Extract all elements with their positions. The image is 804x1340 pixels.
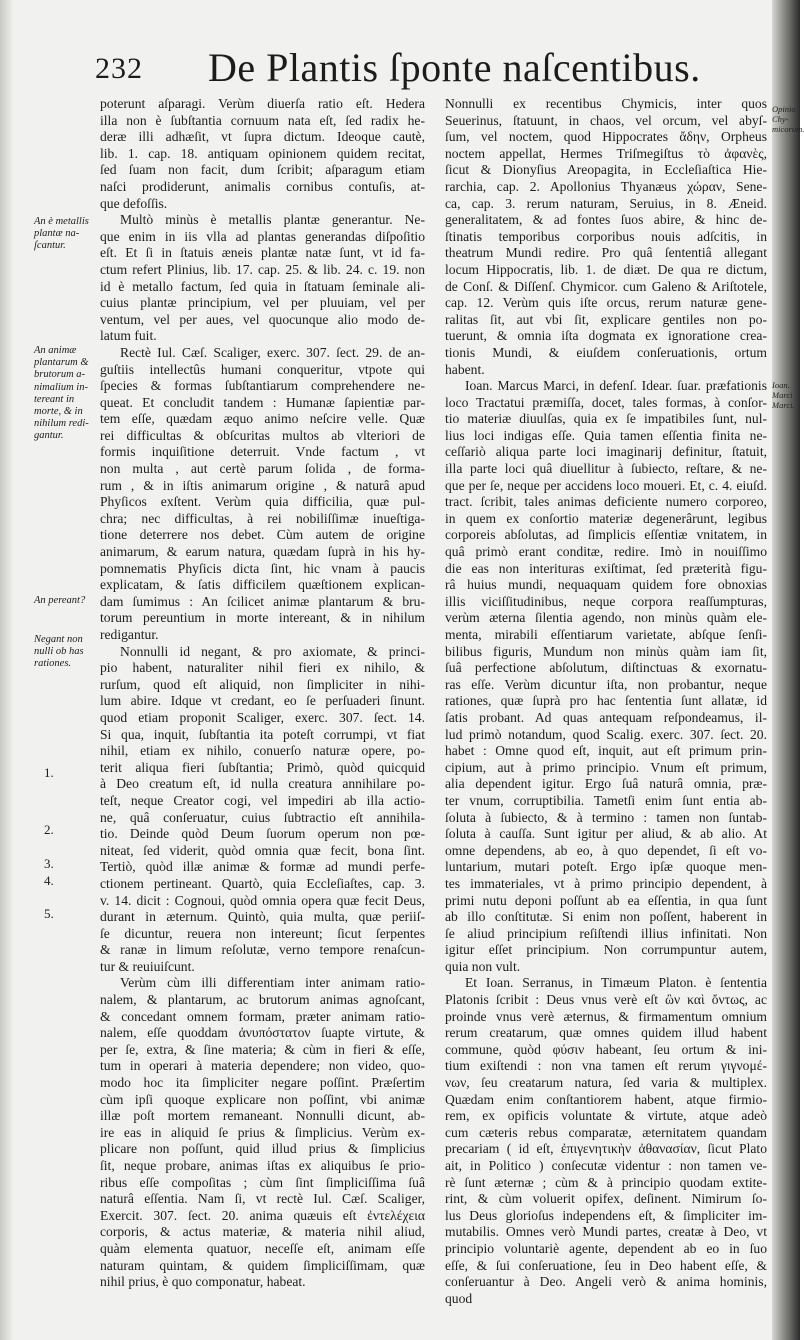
text-line: Et Ioan. Serranus, in Timæum Platon. è ſententia bbox=[465, 975, 767, 991]
text-line: nalem, & plantarum, ac brutorum animas agnoſcant, bbox=[100, 992, 425, 1008]
text-line: ras eſſe. Verùm dicuntur iſta, non probantur, neque bbox=[445, 676, 767, 692]
text-line: generalitatem, & ad fontes ſuos abire, & hinc de- bbox=[445, 212, 767, 228]
text-line: ire eas in aliquid ſe prius & ſimplicius. Verùm ex- bbox=[100, 1124, 425, 1140]
text-line: verùm æterna ſilentia agendo, non minùs quàm ele- bbox=[445, 610, 767, 626]
text-line: tione deterrere nos debet. Cùm autem de origine bbox=[100, 527, 425, 543]
margin-number: 1. bbox=[44, 765, 54, 780]
text-line: rint, & cùm voluerit opifex, deſinent. Nimirum ſo- bbox=[445, 1191, 767, 1207]
text-line: ſoluta à cauſſa. Sunt igitur per aliud, & ab alio. At bbox=[445, 826, 767, 842]
margin-number: 2. bbox=[44, 822, 54, 837]
text-line: ait, in Politico ) conſecutæ videntur : non tamen ve- bbox=[445, 1158, 767, 1173]
text-line: niteat, ſed viderit, quòd omnia quæ fecit, bona ſint. bbox=[100, 842, 425, 858]
text-line: nihil prius, è quo componatur, habeat. bbox=[100, 1274, 306, 1290]
text-line: νων, ſeu creatarum natura, ſed varia & multiplex. bbox=[445, 1075, 767, 1091]
text-line: mutabilis. Omnes verò Mundi partes, creatæ à Deo, vt bbox=[445, 1224, 767, 1240]
text-line: rurſum, quod eſt aliquid, non ſimpliciter in nihi- bbox=[100, 676, 425, 692]
margin-note: An pereant? bbox=[34, 595, 86, 606]
text-line: commune, quòd φύσιν habeant, ſeu ortum & ini- bbox=[445, 1041, 767, 1057]
text-line: Si qua, inquit, ſubſtantia ita poteſt corrumpi, vt fiat bbox=[100, 726, 425, 742]
text-line: ne, quâ conſeruatur, cuius ſubtractio eſt annihila- bbox=[100, 809, 425, 825]
text-line: corporis, & actus materiæ, & materia nihil aliud, bbox=[100, 1224, 425, 1240]
text-line: quod bbox=[445, 1290, 473, 1306]
margin-number: 4. bbox=[44, 873, 54, 888]
text-line: luntarium, mutari poteſt. Ergo ipſæ quoque men- bbox=[445, 859, 767, 875]
text-line: rationes, quæ ſuprà pro hac ſententia ſunt allatæ, id bbox=[445, 693, 767, 709]
text-line: tes immateriales, vt à primo principio dependent, à bbox=[445, 875, 767, 891]
text-line: illa parte loci quâ diuellitur à ſubiecto, reſtare, & ne- bbox=[445, 461, 767, 477]
text-line: Seuerinus, ſtatuunt, in chaos, vel orcum, vel abyſ- bbox=[445, 112, 767, 128]
text-line: deræ illi adhæſit, vt ſupra dictum. Ideoque cautè, bbox=[100, 129, 425, 145]
text-line: precariam ( id eſt, ἐπιγενητικὴν ἀθανασίαν, ſicut Plato bbox=[445, 1141, 767, 1157]
text-line: teſt, neque Creator cogi, vel impediri ab illa actio- bbox=[100, 792, 425, 808]
margin-number: 3. bbox=[44, 856, 54, 871]
text-line: pomnematis Phyſicis dicta ſint, hic vnam à paucis bbox=[100, 560, 425, 576]
text-line: durant in æternum. Quintò, quia multa, quæ periiſ- bbox=[100, 909, 425, 925]
text-line: ceſſariò aliqua parte loci imaginarij definitur, ſtatuit, bbox=[445, 444, 767, 460]
text-line: eſt. Et ſi in ſtatuis æneis plantæ natæ ſunt, vt id fa- bbox=[100, 245, 425, 261]
text-line: ab illo conſtitutæ. Si enim non poſſent, haberent in bbox=[445, 909, 767, 925]
text-line: menta, mirabili eſſentiarum varietate, abſque ſenſi- bbox=[445, 627, 767, 642]
text-line: dam ſumimus : An ſcilicet animæ plantarum & bru- bbox=[100, 593, 425, 609]
text-line: Rectè Iul. Cæſ. Scaliger, exerc. 307. ſect. 29. de an- bbox=[120, 344, 425, 360]
text-line: illa non è ſubſtantia cornuum nata eſt, ſed radix he- bbox=[100, 112, 425, 128]
right-text-column bbox=[445, 96, 767, 1311]
text-line: Multò minùs è metallis plantæ generantur. Ne- bbox=[120, 212, 425, 228]
text-line: guſtiis intellectûs humani conqueritur, vtpote qui bbox=[100, 361, 425, 377]
text-line: Exercit. 307. ſect. 20. anima quæuis eſt ἐντελέχεια bbox=[100, 1207, 425, 1223]
text-line: Verùm cùm illi differentiam inter animam ratio- bbox=[120, 975, 425, 991]
text-line: habet : Omne quod eſt, inquit, aut eſt primum prin- bbox=[445, 743, 767, 759]
text-line: locum Hippocratis, lib. 1. de diæt. De qua re dictum, bbox=[445, 261, 767, 277]
edge-margin-note: Opinio Chy- micorum. bbox=[772, 104, 804, 134]
text-line: & concedant omnem formam, præter animam ratio- bbox=[100, 1008, 425, 1024]
text-line: quia non vult. bbox=[445, 958, 521, 974]
text-line: terit aliqua fieri ſubſtantia; Primò, quòd quicquid bbox=[100, 759, 425, 775]
text-line: theatrum Mundi redire. Pro quâ ſententiâ allegant bbox=[445, 245, 767, 261]
text-line: tium exiſtendi : non vna tamen eſt rerum γιγνομέ- bbox=[445, 1058, 767, 1074]
text-line: loco Tractatui præmiſſa, docet, tales formas, à conſor- bbox=[445, 394, 767, 410]
text-line: ſicut & Dionyſius Areopagita, in Eccleſiaſtica Hie- bbox=[445, 162, 767, 178]
text-line: proinde vnus verè æternus, & firmamentum omnium bbox=[445, 1008, 767, 1024]
text-line: in quem ex conſortio materiæ degenerârunt, legibus bbox=[445, 510, 767, 526]
text-line: tuerunt, & omnia iſta dogmata ex ignoratione crea- bbox=[445, 328, 767, 344]
text-line: primi nutu deponi poſſunt ab ea eſſentia, in qua ſunt bbox=[445, 892, 767, 908]
text-line: rei difficultas & obſcuritas multos ab vlteriori de bbox=[100, 427, 425, 443]
text-line: omne dependens, ab eo, à quo dependet, ſi eſt vo- bbox=[445, 842, 767, 858]
text-line: nalem, eſſe quoddam ἀνυπόστατον ſuapte virtute, & bbox=[100, 1025, 425, 1041]
margin-note: An animæ plantarum & brutorum a- nimalium in- tereant in morte, & in nihilum redi- gantur. bbox=[34, 345, 89, 442]
text-line: ſed ſuam non facit, dum ſcribit; aſparagum etiam bbox=[100, 162, 425, 178]
text-line: rarchia, cap. 2. Apollonius Thyanæus χώραν, Sene- bbox=[445, 178, 767, 194]
text-line: animarum, & earum natura, quædam ſuprà in his hy- bbox=[100, 544, 425, 560]
text-line: noctem appellat, Hermes Triſmegiſtus τὸ ἀφανὲς, bbox=[445, 145, 767, 161]
edge-margin-note: Ioan. Marci Marci. bbox=[772, 380, 795, 410]
text-line: rerum creatarum, quæ omnes quidem illud habent bbox=[445, 1025, 767, 1041]
text-line: naſci prodiderunt, animalis cornibus contuſis, at- bbox=[100, 178, 425, 194]
text-line: quàm elementa quatuor, neceſſe eſt, animam eſſe bbox=[100, 1240, 425, 1256]
text-line: ſoluta à ſubiecto, & à termino : tamen non ſuntab- bbox=[445, 809, 767, 825]
text-line: tum in operari à materia dependere; non video, quo- bbox=[100, 1058, 425, 1074]
text-line: & ranæ in limum reſolutæ, verno tempore renaſcun- bbox=[100, 942, 425, 958]
text-line: tionis Mundi, & eiuſdem conſeruationis, ortum bbox=[445, 344, 767, 360]
text-line: illis viciſſitudinibus, neque corpora reaſſumpturas, bbox=[445, 593, 767, 609]
text-line: quod etiam proponit Scaliger, exerc. 307. ſect. 14. bbox=[100, 709, 425, 725]
text-line: poterunt aſparagi. Verùm diuerſa ratio eſt. Hedera bbox=[100, 96, 425, 111]
text-line: lus Deus glorioſus independens eſt, & ſimpliciter im- bbox=[445, 1207, 767, 1223]
margin-number: 5. bbox=[44, 906, 54, 921]
margin-note: An è metallis plantæ na- ſcantur. bbox=[34, 216, 89, 252]
text-line: rem, ex opificis voluntate & virtute, atque adeò bbox=[445, 1108, 767, 1124]
text-line: tio. Deinde quòd Deum ſuorum operum non pœ- bbox=[100, 826, 425, 842]
text-line: Platonis ſcribit : Deus vnus verè eſt ὢν καὶ ὄντως, ac bbox=[445, 992, 767, 1008]
text-line: ctum refert Plinius, lib. 17. cap. 25. & lib. 24. c. 19. non bbox=[100, 261, 425, 277]
text-line: Nonnulli ex recentibus Chymicis, inter quos bbox=[445, 96, 767, 111]
text-line: queat. Et concludit tandem : Humanæ ſapientiæ par- bbox=[100, 394, 425, 410]
text-line: naturam quintam, & quidem ſimpliciſſimam, quæ bbox=[100, 1257, 425, 1273]
text-line: per ſe, extra, & ſine materia; & cùm in fieri & eſſe, bbox=[100, 1041, 425, 1057]
text-line: explicatam, & ſatis difficilem quæſtionem explican- bbox=[100, 577, 425, 593]
text-line: ca, cap. 3. rerum naturam, Seruius, in 8. Æneid. bbox=[445, 195, 767, 211]
margin-note: Negant non nulli ob has rationes. bbox=[34, 634, 84, 670]
text-line: ſpecies & formas ſubſtantiarum comprehendere ne- bbox=[100, 378, 425, 394]
text-line: naturâ eſſentia. Nam ſi, vt rectè Iul. Cæſ. Scaliger, bbox=[100, 1191, 425, 1207]
text-line: Nonnulli id negant, & pro axiomate, & princi- bbox=[120, 643, 425, 659]
text-line: cap. 12. Verùm quis iſte orcus, rerum naturæ gene- bbox=[445, 295, 767, 311]
text-line: cipium, aut à primo principio. Vnum eſt primum, bbox=[445, 759, 767, 775]
text-line: nihil, etiam ex nihilo, conuerſo naturæ opere, po- bbox=[100, 743, 425, 759]
page-number: 232 bbox=[95, 52, 143, 85]
text-line: tem eſſe, quædam æquo animo neſcire velle. Quæ bbox=[100, 411, 425, 427]
text-line: ctionem pertineant. Quartò, quia Eccleſiaſtes, cap. 3. bbox=[100, 875, 425, 891]
text-line: rè ſunt æternæ ; cùm & à principio quodam extite- bbox=[445, 1174, 767, 1190]
text-line: lud primò notandum, quod Scalig. exerc. 307. ſect. 20. bbox=[445, 726, 767, 742]
text-line: id è metallo factum, ſed quia in ſtatuam ſeminale ali- bbox=[100, 278, 425, 294]
text-line: cùm ipſi quoque explicare non poſſint, vbi animæ bbox=[100, 1091, 425, 1107]
text-line: ſtinatis temporibus corporibus nouis adſcitis, in bbox=[445, 228, 767, 244]
text-line: ter vnum, corruptibilia. Tametſi enim ſunt entia ab- bbox=[445, 792, 767, 808]
text-line: corporeis abſolutas, ad ſimplicis eſſentiæ vnitatem, in bbox=[445, 527, 767, 543]
text-line: lib. 1. cap. 18. antiquam opinionem quidem recitat, bbox=[100, 145, 425, 161]
text-line: Tertiò, quòd illæ animæ & formæ ad mundi perfe- bbox=[100, 859, 425, 875]
text-line: que defoſſis. bbox=[100, 195, 168, 211]
text-line: ſatis probant. Ad quas antequam reſpondeamus, il- bbox=[445, 709, 767, 725]
page-edge-shadow bbox=[772, 0, 804, 1340]
text-line: habent. bbox=[445, 361, 485, 377]
text-line: ſuâ perfectione abſolutum, diſtinctuas & exornatu- bbox=[445, 660, 767, 676]
text-line: ſe dicuntur, reuera non intereunt; ſicut ſerpentes bbox=[100, 925, 425, 941]
text-line: ſe aliud principium reſiſtendi illius infinitati. Non bbox=[445, 925, 767, 941]
page-header bbox=[95, 44, 701, 92]
text-line: bilibus figuris, Mundum non minùs quàm iam ſit, bbox=[445, 643, 767, 659]
text-line: igitur eſſet principium. Non corrumpuntur autem, bbox=[445, 942, 767, 958]
text-line: illæ poſt mortem remaneant. Nonnulli dicunt, ab- bbox=[100, 1108, 425, 1124]
text-line: v. 14. dicit : Cognoui, quòd omnia opera quæ fecit Deus, bbox=[100, 892, 425, 908]
text-line: cuius plantæ principium, vel per pluuiam, vel per bbox=[100, 295, 425, 311]
text-line: tio materiæ diuulſas, quia ex ſe impatibiles ſunt, nul- bbox=[445, 411, 767, 427]
text-line: lum abire. Idque vt credant, eo ſe perſuaderi ſinunt. bbox=[100, 693, 425, 709]
text-line: plicare non poſſunt, quid illud prius & ſimplicius bbox=[100, 1141, 425, 1157]
text-line: tract. ſcribit, tales animas deficiente numero corporeo, bbox=[445, 494, 767, 510]
text-line: principio voluntariè agente, dependent ab eo in ſuo bbox=[445, 1240, 767, 1256]
text-line: cum cæteris rebus comparatæ, æternitatem quandam bbox=[445, 1124, 767, 1140]
text-line: à Deo creatum eſt, id nulla creatura annihilare po- bbox=[100, 776, 425, 792]
left-text-column bbox=[100, 96, 425, 1311]
text-line: die eas non interituras exiſtimat, ſed præterità figu- bbox=[445, 560, 767, 576]
text-line: modo hoc ita ſimpliciter negare poſſint. Præſertim bbox=[100, 1075, 425, 1091]
text-line: ſit, neque probare, animas iſtas ex aliquibus ſe prio- bbox=[100, 1158, 425, 1173]
text-line: lius loci indigas eſſe. Quia tamen eſſentia finita ne- bbox=[445, 427, 767, 443]
text-line: de Conſ. & Diſſenſ. Chymicor. cum Galeno & Ariſtotele, bbox=[445, 278, 767, 294]
text-line: Phyſicos exſtent. Verùm quia difficilia, quæ pul- bbox=[100, 494, 425, 510]
text-line: eſſe, & ſui conſeruatione, ſeu in Deo habent eſſe, & bbox=[445, 1257, 767, 1273]
text-line: tur & reuiuiſcunt. bbox=[100, 958, 195, 974]
text-line: que enim in iis vlla ad plantas generandas diſpoſitio bbox=[100, 228, 425, 244]
text-line: pio habent, naturaliter nihil fieri ex nihilo, & bbox=[100, 660, 425, 676]
text-line: ralitas ſit, aut vbi ſit, explicare gentiles non po- bbox=[445, 311, 767, 327]
text-line: redigantur. bbox=[100, 627, 159, 642]
text-line: alia dependent igitur. Ergo ſuâ naturâ omnia, præ- bbox=[445, 776, 767, 792]
text-line: formis inquiſitione deterruit. Vnde factum , vt bbox=[100, 444, 425, 460]
text-line: latum fuit. bbox=[100, 328, 157, 344]
text-line: râ huius mundi, nequaquam quidem fore obnoxias bbox=[445, 577, 767, 593]
text-line: que per ſe, neque per accidens loco moueri. Et, c. 4. eiuſd. bbox=[445, 477, 767, 493]
text-line: ventum, vel per aues, vel quocunque alio modo de- bbox=[100, 311, 425, 327]
text-line: quâ primò erant conditæ, redire. Imò in nouiſſimo bbox=[445, 544, 767, 560]
text-line: torum pereuntium in morte intereant, & in nihilum bbox=[100, 610, 425, 626]
text-line: Ioan. Marcus Marci, in defenſ. Idear. ſuar. præfationis bbox=[465, 378, 767, 394]
text-line: chra; nec difficultas, à rei nobiliſſimæ inueſtiga- bbox=[100, 510, 425, 526]
gutter-shadow bbox=[0, 0, 14, 1340]
text-line: ſum, vel noctem, quod Hippocrates ἄδην, Orpheus bbox=[445, 129, 767, 145]
text-line: non multa , aut certè parum ſolida , de forma- bbox=[100, 461, 425, 477]
text-line: ribus eſſe compoſitas ; cùm ſint ſimpliciſſima ſuâ bbox=[100, 1174, 425, 1190]
text-line: rum , & in iſtis animarum origine , & naturâ apud bbox=[100, 477, 425, 493]
text-line: Quædam enim conſtantiorem habent, atque firmio- bbox=[445, 1091, 767, 1107]
text-line: conſeruantur à Deo. Angeli verò & anima hominis, bbox=[445, 1274, 767, 1290]
running-title: De Plantis ſponte naſcentibus. bbox=[208, 45, 701, 90]
